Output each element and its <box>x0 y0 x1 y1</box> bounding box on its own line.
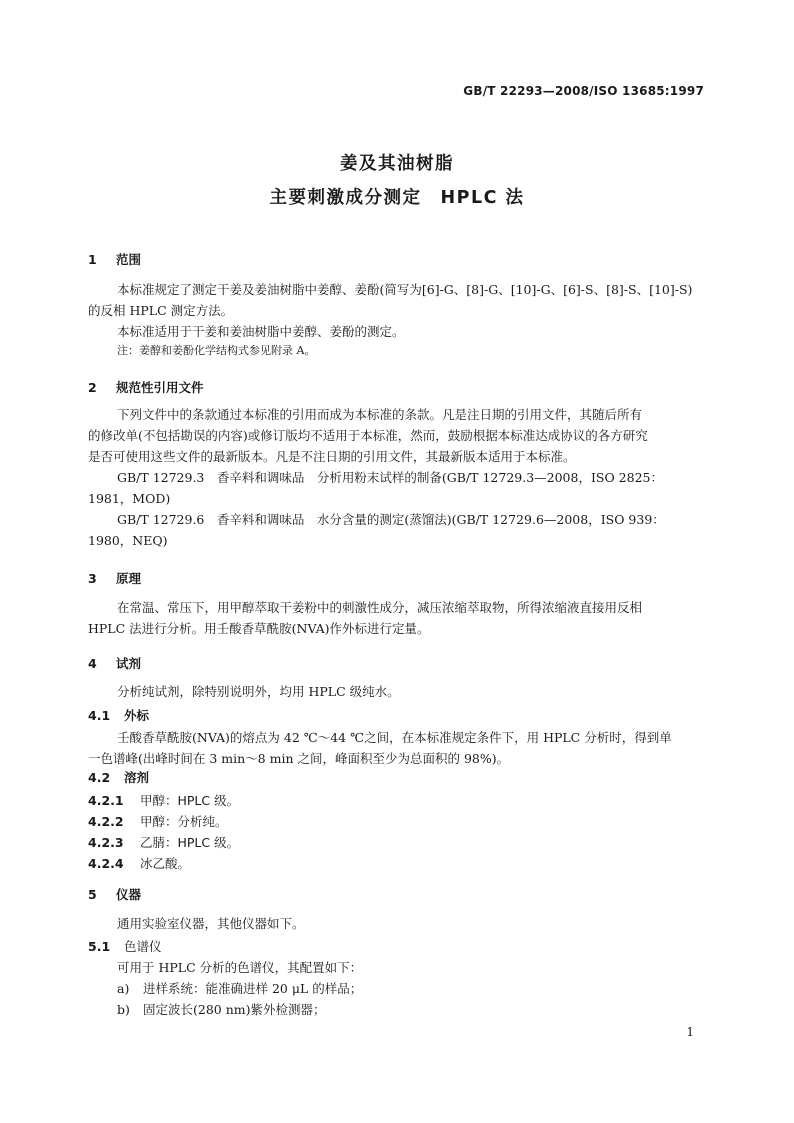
subsection-heading <box>88 937 706 955</box>
item-number: 4.2.2 <box>88 814 124 829</box>
normative-reference: GB/T 12729.6 香辛料和调味品 水分含量的测定(蒸馏法)(GB/T 12729.6—2008，ISO 939： <box>117 512 665 527</box>
section-3-body <box>88 597 706 639</box>
section-number: 2 <box>88 380 97 395</box>
item-text: 冰乙酸。 <box>140 856 191 871</box>
section-4 <box>88 654 706 672</box>
paragraph: 壬酸香草酰胺(NVA)的熔点为 42 ℃～44 ℃之间，在本标准规定条件下，用 HPLC 分析时，得到单 <box>117 730 672 745</box>
subsection-4-1 <box>88 706 706 769</box>
section-4-body <box>88 681 706 702</box>
paragraph: 在常温、常压下，用甲醇萃取干姜粉中的刺激性成分，减压浓缩萃取物，所得浓缩液直接用反相 <box>117 600 643 615</box>
paragraph: 本标准规定了测定干姜及姜油树脂中姜醇、姜酚(简写为[6]-G、[8]-G、[10]-G、[6]-S、[8]-S、[10]-S) <box>117 282 693 297</box>
subsection-title: 溶剂 <box>124 770 150 785</box>
document-title-line2: 主要刺激成分测定 HPLC 法 <box>269 188 525 208</box>
section-1-body <box>88 279 706 360</box>
section-number: 5 <box>88 887 97 902</box>
section-2-body <box>88 404 706 551</box>
section-title: 原理 <box>116 571 142 586</box>
paragraph: 通用实验室仪器，其他仪器如下。 <box>117 916 305 931</box>
subsection-heading <box>88 768 706 786</box>
section-5-body <box>88 913 706 934</box>
item-number: 4.2.3 <box>88 835 124 850</box>
normative-reference-continuation: 1980，NEQ) <box>88 533 168 548</box>
section-heading <box>88 250 706 268</box>
paragraph-continuation: 是否可使用这些文件的最新版本。凡是不注日期的引用文件，其最新版本适用于本标准。 <box>88 449 576 464</box>
section-title: 仪器 <box>116 887 142 902</box>
subsection-4-2 <box>88 768 706 786</box>
section-number: 1 <box>88 252 97 267</box>
page-number: 1 <box>686 1025 694 1039</box>
section-1 <box>88 250 706 268</box>
item-label: a) <box>117 981 130 996</box>
section-heading <box>88 654 706 672</box>
paragraph: 分析纯试剂，除特别说明外，均用 HPLC 级纯水。 <box>117 684 400 699</box>
section-title: 试剂 <box>116 656 142 671</box>
section-2 <box>88 378 706 396</box>
solvent-item <box>88 853 706 874</box>
subsection-number: 4.2 <box>88 770 111 785</box>
paragraph: 可用于 HPLC 分析的色谱仪，其配置如下： <box>117 960 363 975</box>
item-text: 进样系统：能准确进样 20 μL 的样品； <box>143 981 363 996</box>
paragraph-continuation: 一色谱峰(出峰时间在 3 min～8 min 之间，峰面积至少为总面积的 98%)。 <box>88 751 510 766</box>
subsection-number: 5.1 <box>88 939 111 954</box>
section-title: 范围 <box>116 252 142 267</box>
subsection-number: 4.1 <box>88 708 111 723</box>
section-heading <box>88 569 706 587</box>
item-label: b) <box>117 1002 130 1017</box>
subsection-title: 色谱仪 <box>124 939 162 954</box>
subsection-title: 外标 <box>124 708 150 723</box>
normative-reference: GB/T 12729.3 香辛料和调味品 分析用粉末试样的制备(GB/T 12729.3—2008，ISO 2825： <box>117 470 663 485</box>
subsection-5-1 <box>88 937 706 1020</box>
document-title-line1: 姜及其油树脂 <box>340 154 454 174</box>
item-text: 甲醇：分析纯。 <box>140 814 228 829</box>
paragraph-continuation: HPLC 法进行分析。用壬酸香草酰胺(NVA)作外标进行定量。 <box>88 621 430 636</box>
paragraph-continuation: 的反相 HPLC 测定方法。 <box>88 303 234 318</box>
item-number: 4.2.4 <box>88 856 124 871</box>
solvent-item <box>88 811 706 832</box>
section-number: 4 <box>88 656 97 671</box>
section-5 <box>88 885 706 903</box>
note: 注：姜醇和姜酚化学结构式参见附录 A。 <box>117 344 316 357</box>
config-item <box>88 999 706 1020</box>
section-number: 3 <box>88 571 97 586</box>
config-item <box>88 978 706 999</box>
item-text: 甲醇：HPLC 级。 <box>140 793 240 808</box>
paragraph-continuation: 的修改单(不包括勘误的内容)或修订版均不适用于本标准，然而，鼓励根据本标准达成协议的各方研究 <box>88 428 648 443</box>
section-title: 规范性引用文件 <box>116 380 204 395</box>
section-3 <box>88 569 706 587</box>
standard-code: GB/T 22293—2008/ISO 13685:1997 <box>463 84 704 98</box>
solvent-item <box>88 790 706 811</box>
paragraph: 本标准适用于干姜和姜油树脂中姜醇、姜酚的测定。 <box>117 324 405 339</box>
paragraph: 下列文件中的条款通过本标准的引用而成为本标准的条款。凡是注日期的引用文件，其随后所有 <box>117 407 643 422</box>
normative-reference-continuation: 1981，MOD) <box>88 491 171 506</box>
item-text: 固定波长(280 nm)紫外检测器； <box>143 1002 326 1017</box>
subsection-heading <box>88 706 706 724</box>
item-text: 乙腈：HPLC 级。 <box>140 835 240 850</box>
solvent-list <box>88 790 706 874</box>
solvent-item <box>88 832 706 853</box>
item-number: 4.2.1 <box>88 793 124 808</box>
section-heading <box>88 885 706 903</box>
section-heading <box>88 378 706 396</box>
